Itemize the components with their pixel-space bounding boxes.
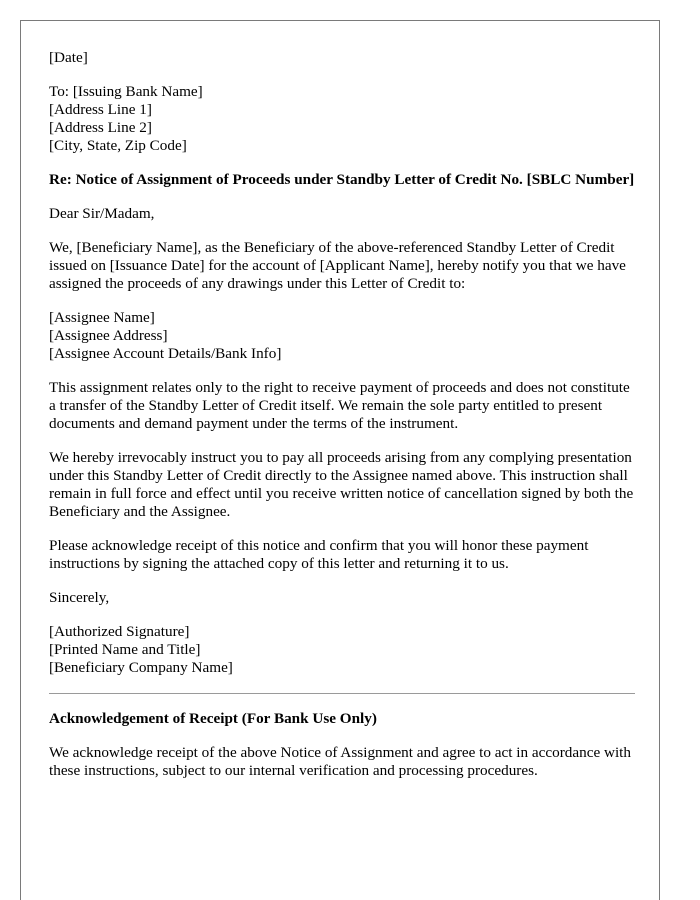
salutation: Dear Sir/Madam, — [49, 205, 155, 222]
recipient-to-line: To: [Issuing Bank Name] — [49, 83, 203, 100]
printed-name-title: [Printed Name and Title] — [49, 641, 201, 658]
acknowledgement-text: We acknowledge receipt of the above Notice of Assignment and agree to act in accordance with these instructions, subject to our internal verification and processing procedures. — [49, 744, 631, 779]
letter-page — [20, 20, 660, 900]
recipient-address — [49, 83, 635, 155]
assignee-details — [49, 309, 635, 363]
recipient-address-line-2: [Address Line 2] — [49, 119, 152, 136]
assignee-account: [Assignee Account Details/Bank Info] — [49, 345, 282, 362]
company-name: [Beneficiary Company Name] — [49, 659, 233, 676]
subject-line: Re: Notice of Assignment of Proceeds under Standby Letter of Credit No. [SBLC Number] — [49, 171, 635, 188]
paragraph-instruction: We hereby irrevocably instruct you to pay all proceeds arising from any complying presentation under this Standby Letter of Credit directly to the Assignee named above. This instruction shall remain in full force and effect until you receive written notice of cancellation signed by both the Beneficiary and the Assignee. — [49, 449, 634, 520]
signature-block — [49, 623, 635, 677]
paragraph-notice: We, [Beneficiary Name], as the Beneficiary of the above-referenced Standby Letter of Credit issued on [Issuance Date] for the account of [Applicant Name], hereby notify you that we have assigned the proceeds of any drawings under this Letter of Credit to: — [49, 239, 626, 292]
acknowledgement-title: Acknowledgement of Receipt (For Bank Use Only) — [49, 710, 377, 727]
section-divider — [49, 693, 635, 694]
authorized-signature: [Authorized Signature] — [49, 623, 190, 640]
paragraph-scope: This assignment relates only to the right to receive payment of proceeds and does not constitute a transfer of the Standby Letter of Credit itself. We remain the sole party entitled to present documents and demand payment under the terms of the instrument. — [49, 379, 630, 432]
closing: Sincerely, — [49, 589, 110, 606]
recipient-address-line-1: [Address Line 1] — [49, 101, 152, 118]
date-line: [Date] — [49, 49, 88, 66]
assignee-address: [Assignee Address] — [49, 327, 168, 344]
letter-content — [49, 49, 635, 796]
assignee-name: [Assignee Name] — [49, 309, 155, 326]
paragraph-acknowledge-request: Please acknowledge receipt of this notice and confirm that you will honor these payment instructions by signing the attached copy of this letter and returning it to us. — [49, 537, 589, 572]
recipient-city-state-zip: [City, State, Zip Code] — [49, 137, 187, 154]
